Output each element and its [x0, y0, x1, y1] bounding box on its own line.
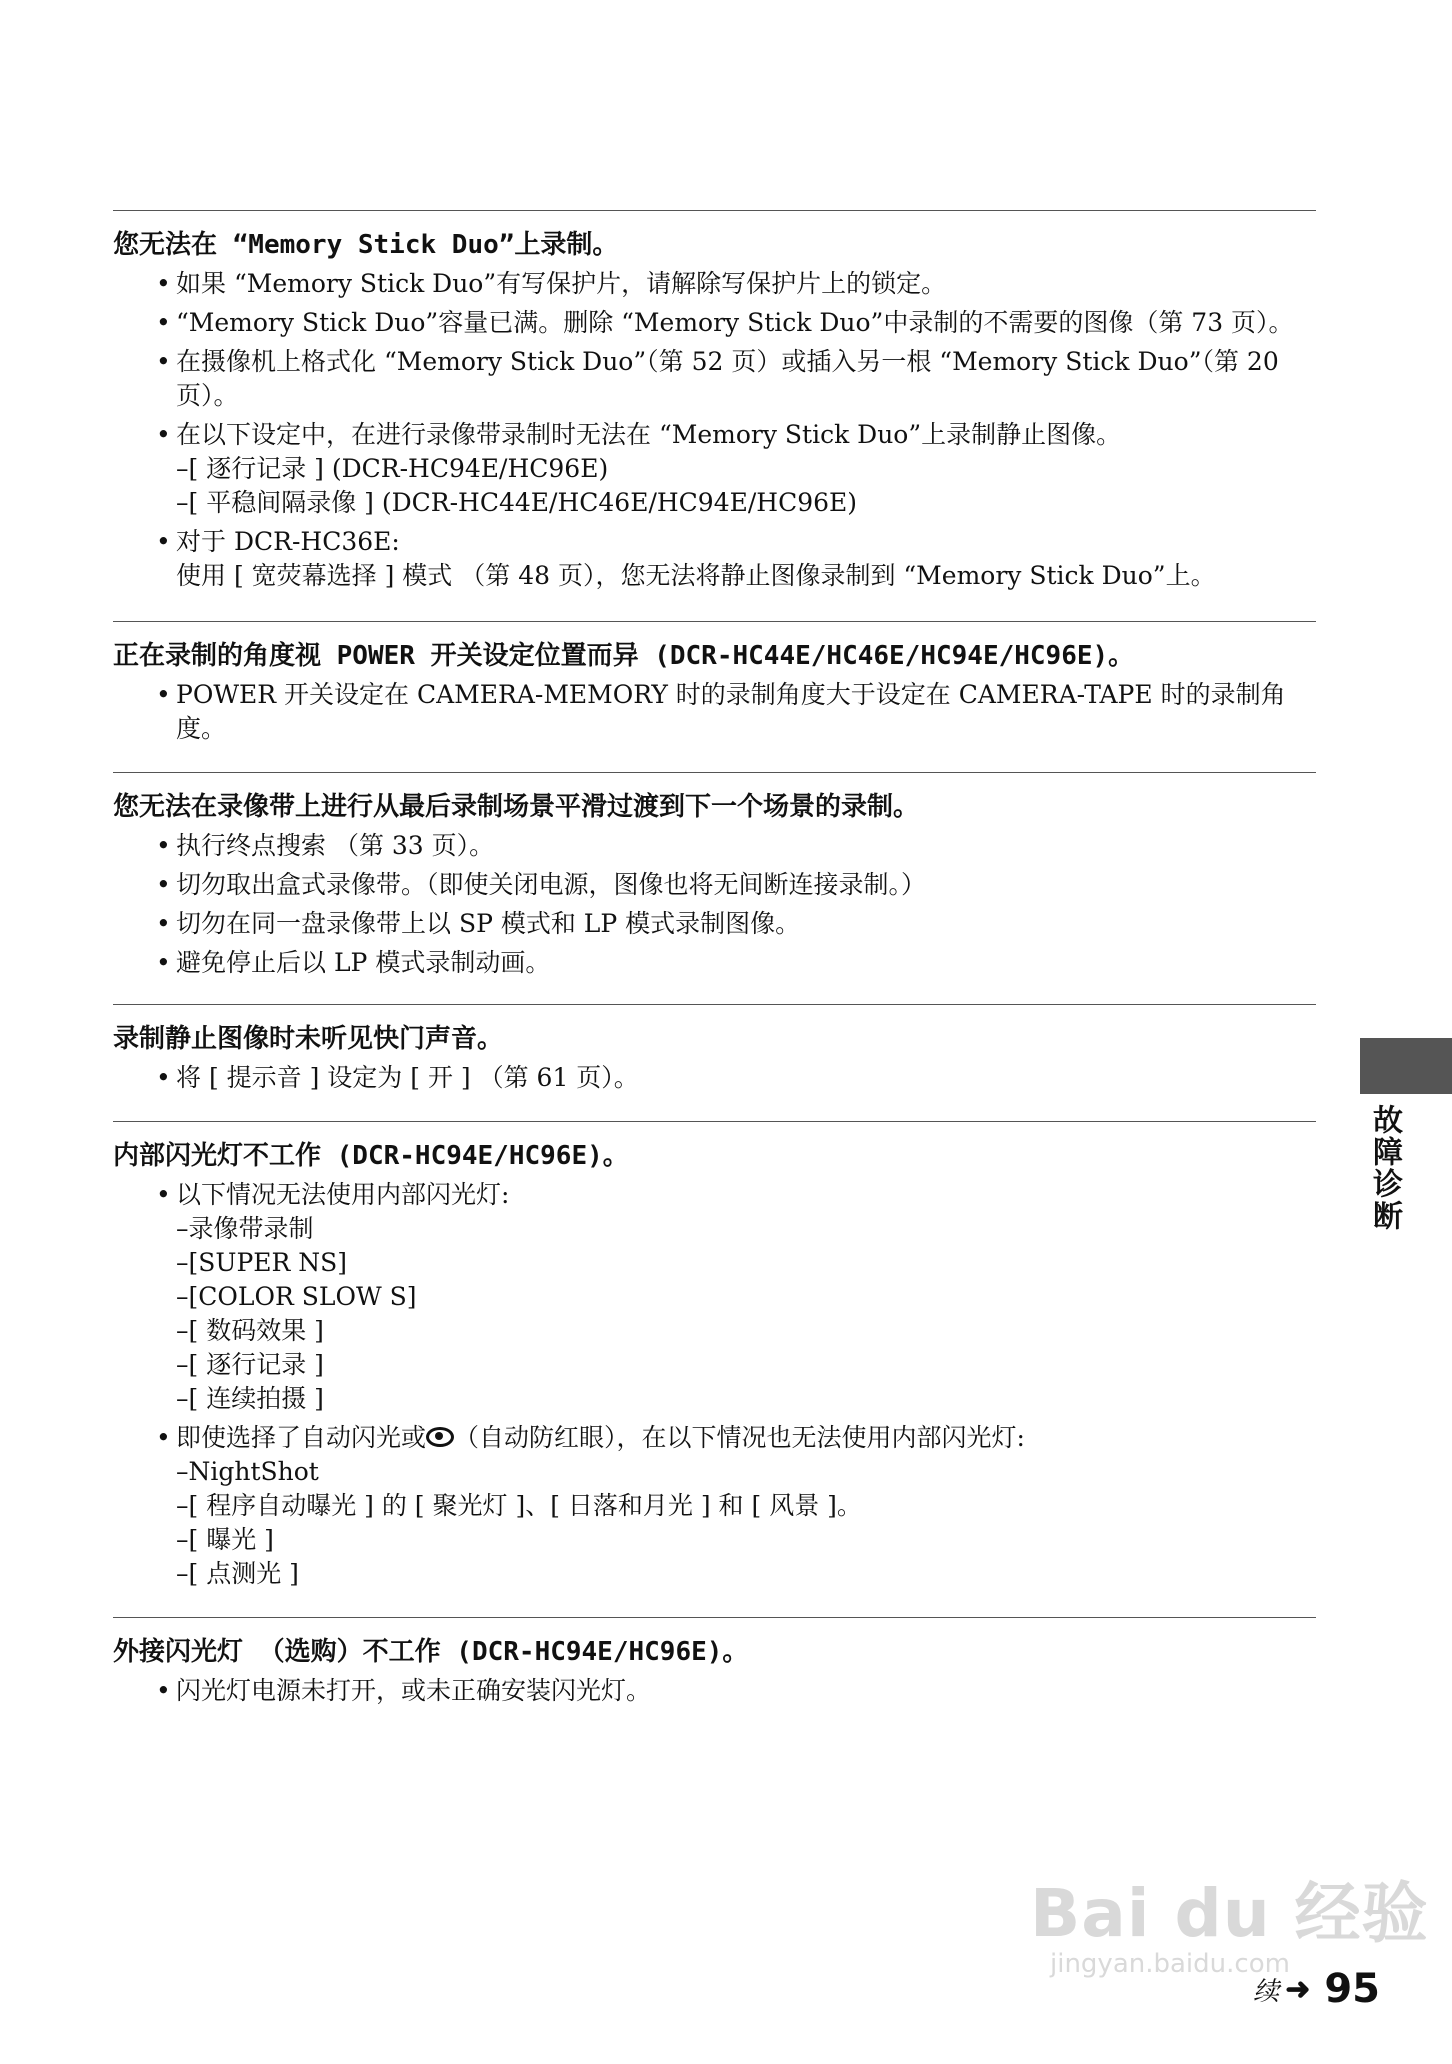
list-item: • 切勿在同一盘录像带上以 SP 模式和 LP 模式录制图像。 — [176, 907, 1316, 941]
sub-item: –[ 点测光 ] — [176, 1559, 299, 1588]
section-title: 外接闪光灯 （选购）不工作 (DCR-HC94E/HC96E)。 — [113, 1637, 749, 1667]
chapter-tab-marker — [1360, 1038, 1452, 1094]
list-item: • 对于 DCR-HC36E: 使用 [ 宽荧幕选择 ] 模式 （第 48 页），您无法将静止图像录制到 “Memory Stick Duo”上。 — [176, 525, 1316, 593]
watermark-logo: Bai du 经验 — [1030, 1875, 1429, 1952]
list-item: • 以下情况无法使用内部闪光灯: –录像带录制 –[SUPER NS] –[COLOR SLOW S] –[ 数码效果 ] –[ 逐行记录 ] –[ 连续拍摄 ] — [176, 1178, 1316, 1416]
bullet-list — [113, 267, 1316, 593]
list-item: • 在摄像机上格式化 “Memory Stick Duo”（第 52 页）或插入另一根 “Memory Stick Duo”（第 20 页）。 — [176, 345, 1316, 413]
continued-label: 续 — [1253, 1976, 1280, 2007]
trouble-section-external-flash — [113, 1617, 1316, 1708]
sub-item: –[ 平稳间隔录像 ] (DCR-HC44E/HC46E/HC94E/HC96E) — [176, 488, 858, 517]
section-title: 内部闪光灯不工作 (DCR-HC94E/HC96E)。 — [113, 1141, 629, 1171]
list-item: • 将 [ 提示音 ] 设定为 [ 开 ] （第 61 页）。 — [176, 1061, 1316, 1095]
sub-item: –[ 曝光 ] — [176, 1525, 274, 1554]
trouble-section-seamless-recording — [113, 772, 1316, 980]
section-title: 正在录制的角度视 POWER 开关设定位置而异 (DCR-HC44E/HC46E/HC94E/HC96E)。 — [113, 641, 1135, 671]
bullet-list — [113, 678, 1316, 746]
baidu-watermark — [1030, 1860, 1429, 1979]
watermark-url: jingyan.baidu.com — [1050, 1949, 1290, 1979]
sub-item: 使用 [ 宽荧幕选择 ] 模式 （第 48 页），您无法将静止图像录制到 “Memory Stick Duo”上。 — [176, 561, 1216, 590]
sub-item: –[ 逐行记录 ] (DCR-HC94E/HC96E) — [176, 454, 609, 483]
section-title: 您无法在录像带上进行从最后录制场景平滑过渡到下一个场景的录制。 — [113, 792, 920, 822]
list-item: • 执行终点搜索 （第 33 页）。 — [176, 829, 1316, 863]
sub-item: –[ 逐行记录 ] — [176, 1350, 324, 1379]
list-item: • 即使选择了自动闪光或 （自动防红眼），在以下情况也无法使用内部闪光灯: –NightShot –[ 程序自动曝光 ] 的 [ 聚光灯 ]、[ 日落和月光 ] 和 [ 风景 ]。 –[ 曝光 ] –[ 点测光 ] — [176, 1421, 1316, 1591]
section-title: 您无法在 “Memory Stick Duo”上录制。 — [113, 230, 619, 260]
sub-item: –[COLOR SLOW S] — [176, 1282, 417, 1311]
trouble-section-internal-flash — [113, 1121, 1316, 1591]
section-title: 录制静止图像时未听见快门声音。 — [113, 1024, 504, 1054]
list-item: • 在以下设定中，在进行录像带录制时无法在 “Memory Stick Duo”上录制静止图像。 –[ 逐行记录 ] (DCR-HC94E/HC96E) –[ 平稳间隔录像 ] (DCR-HC44E/HC46E/HC94E/HC96E) — [176, 418, 1316, 520]
sub-item: –录像带录制 — [176, 1214, 314, 1243]
chapter-tab-label: 故障诊断 — [1367, 1104, 1402, 1232]
list-item: • 如果 “Memory Stick Duo”有写保护片，请解除写保护片上的锁定。 — [176, 267, 1316, 301]
page-number: 95 — [1324, 1966, 1380, 2012]
list-item: • 切勿取出盒式录像带。（即使关闭电源，图像也将无间断连接录制。） — [176, 868, 1316, 902]
trouble-section-shutter-sound — [113, 1004, 1316, 1095]
sub-item: –[ 连续拍摄 ] — [176, 1384, 324, 1413]
bullet-list — [113, 829, 1316, 980]
list-item: • 避免停止后以 LP 模式录制动画。 — [176, 946, 1316, 980]
sub-item: –[ 程序自动曝光 ] 的 [ 聚光灯 ]、[ 日落和月光 ] 和 [ 风景 ]。 — [176, 1491, 862, 1520]
sub-item: –NightShot — [176, 1457, 319, 1486]
bullet-list — [113, 1061, 1316, 1095]
trouble-section-memory-stick — [113, 210, 1316, 593]
bullet-list — [113, 1178, 1316, 1591]
sub-item: –[SUPER NS] — [176, 1248, 348, 1277]
page-footer — [1253, 1966, 1380, 2012]
bullet-list — [113, 1674, 1316, 1708]
trouble-section-power-angle — [113, 621, 1316, 746]
sub-item: –[ 数码效果 ] — [176, 1316, 324, 1345]
document-body — [113, 210, 1316, 1713]
arrow-right-icon: ➜ — [1285, 1971, 1311, 2007]
list-item: • “Memory Stick Duo”容量已满。删除 “Memory Stick Duo”中录制的不需要的图像（第 73 页）。 — [176, 306, 1316, 340]
red-eye-reduction-icon — [426, 1427, 454, 1447]
list-item: • 闪光灯电源未打开，或未正确安装闪光灯。 — [176, 1674, 1316, 1708]
list-item: • POWER 开关设定在 CAMERA-MEMORY 时的录制角度大于设定在 CAMERA-TAPE 时的录制角度。 — [176, 678, 1316, 746]
